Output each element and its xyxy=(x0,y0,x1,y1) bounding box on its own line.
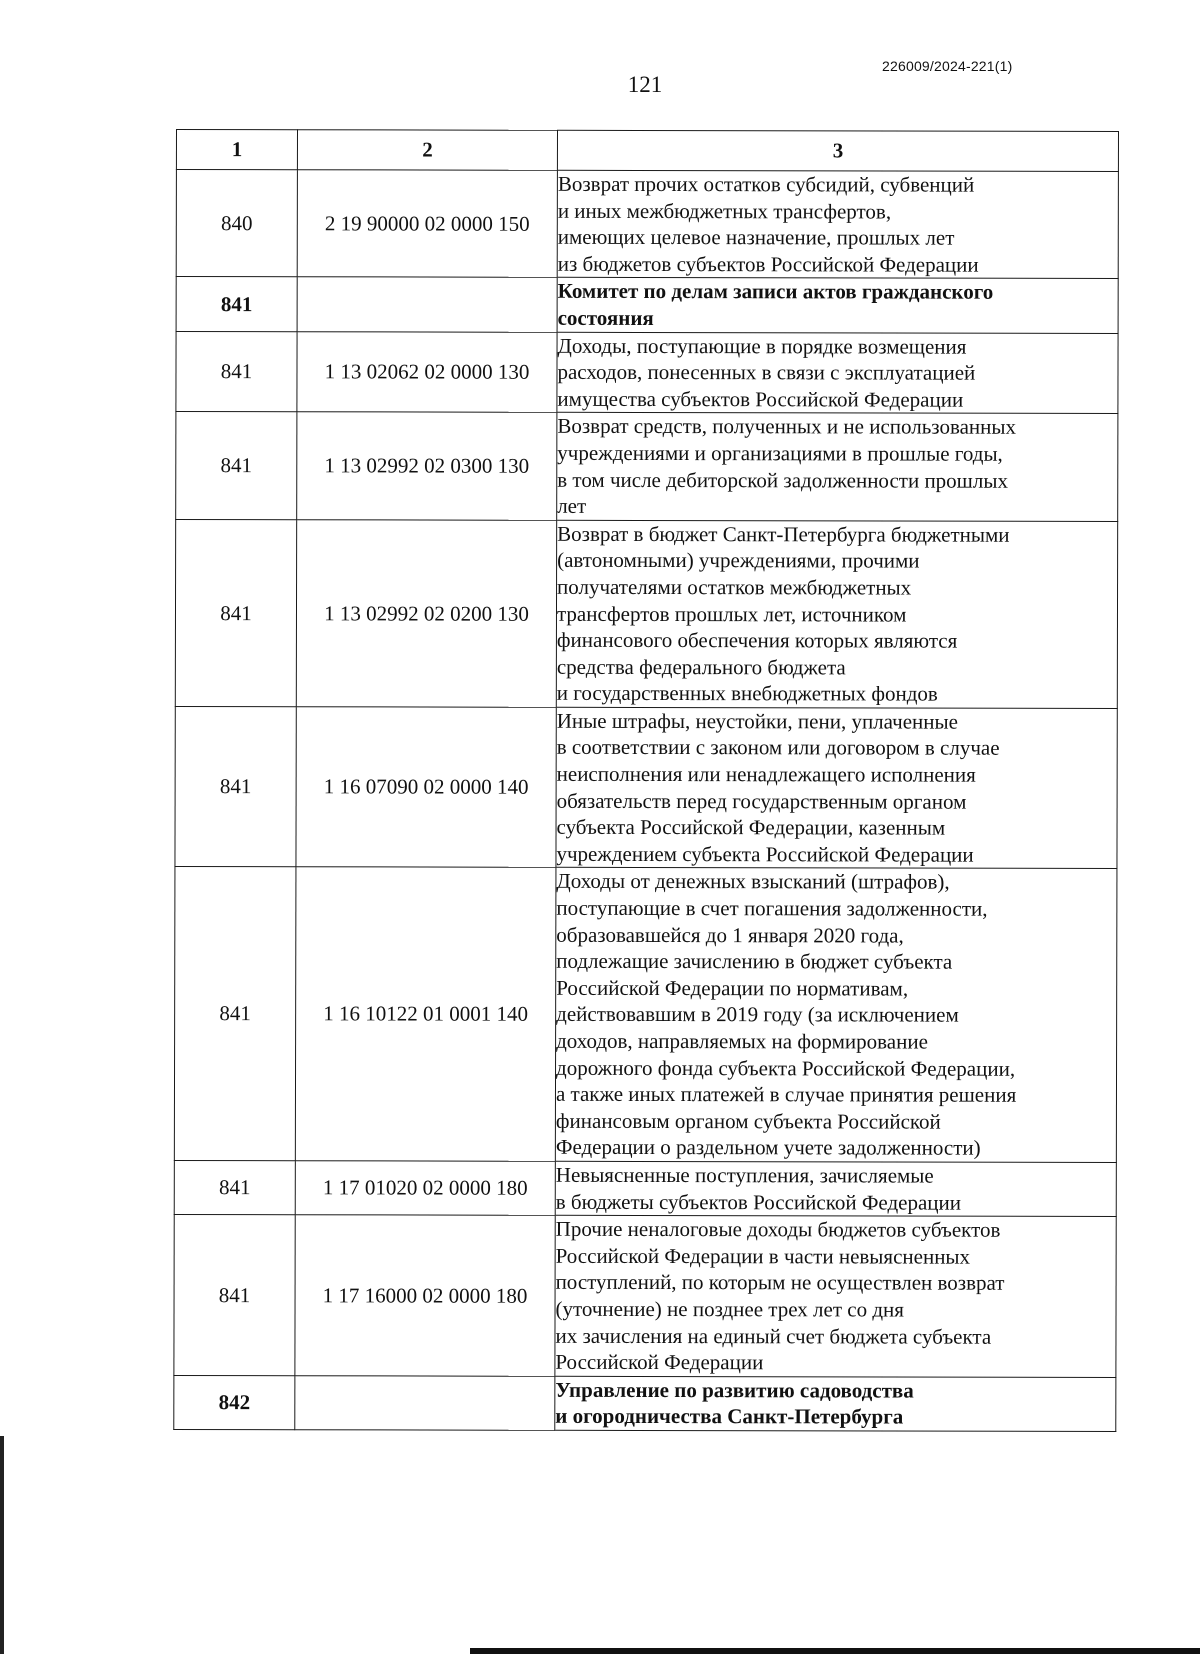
description-cell xyxy=(556,520,1117,708)
budget-classification-code-cell: 1 16 10122 01 0001 140 xyxy=(295,867,556,1161)
admin-code-cell: 841 xyxy=(174,867,296,1161)
description-line: Федерации о раздельном учете задолженности) xyxy=(555,1135,981,1161)
budget-classification-code-cell: 1 17 01020 02 0000 180 xyxy=(295,1161,555,1216)
table-header xyxy=(176,130,1118,172)
description-line: Прочие неналоговые доходы бюджетов субъектов xyxy=(555,1216,1001,1242)
description-line: финансовым органом субъекта Российской xyxy=(555,1108,941,1134)
description-line: в соответствии с законом или договором в случае xyxy=(556,735,1000,761)
description-line: обязательств перед государственным органом xyxy=(556,788,967,814)
description-line: Возврат средств, полученных и не использованных xyxy=(557,414,1017,440)
table-row xyxy=(174,1375,1116,1431)
column-header-2: 2 xyxy=(297,130,557,171)
description-line: Комитет по делам записи актов гражданского xyxy=(557,279,994,305)
table-row xyxy=(174,1160,1116,1216)
description-line: в том числе дебиторской задолженности прошлых xyxy=(557,467,1008,493)
description-cell xyxy=(557,170,1118,279)
admin-code-cell: 842 xyxy=(174,1375,295,1429)
admin-code-cell: 841 xyxy=(176,331,297,412)
table-body xyxy=(174,170,1119,1432)
description-line: субъекта Российской Федерации, казенным xyxy=(556,815,946,840)
scan-edge-bottom xyxy=(470,1648,1200,1654)
admin-code-cell: 841 xyxy=(174,1215,295,1376)
description-line: а также иных платежей в случае принятия решения xyxy=(555,1081,1017,1107)
table-row xyxy=(176,277,1118,333)
description-line: дорожного фонда субъекта Российской Федерации, xyxy=(556,1055,1016,1081)
description-line: Российской Федерации xyxy=(555,1349,764,1375)
description-line: (уточнение) не позднее трех лет со дня xyxy=(555,1296,904,1322)
admin-code-cell: 841 xyxy=(174,1160,295,1214)
description-line: образовавшейся до 1 января 2020 года, xyxy=(556,922,904,948)
description-line: и огородничества Санкт-Петербурга xyxy=(555,1404,904,1429)
description-line: Управление по развитию садоводства xyxy=(555,1377,914,1403)
description-line: лет xyxy=(557,493,587,518)
table-row xyxy=(175,519,1117,708)
admin-code-cell: 841 xyxy=(176,277,297,331)
budget-classification-code-cell xyxy=(297,277,557,332)
revenue-codes-table xyxy=(173,129,1119,1432)
budget-classification-code-cell: 1 13 02062 02 0000 130 xyxy=(297,331,557,412)
description-line: Возврат в бюджет Санкт-Петербурга бюджетными xyxy=(557,521,1010,547)
admin-code-cell: 841 xyxy=(175,706,296,867)
table-row xyxy=(174,867,1117,1163)
admin-code-cell: 840 xyxy=(176,170,297,278)
budget-classification-code-cell: 1 17 16000 02 0000 180 xyxy=(295,1215,555,1376)
table-row xyxy=(176,170,1118,279)
column-header-1: 1 xyxy=(176,130,297,170)
description-line: Возврат прочих остатков субсидий, субвенций xyxy=(557,171,975,197)
admin-code-cell: 841 xyxy=(176,412,297,520)
budget-classification-code-cell xyxy=(295,1375,555,1430)
description-cell xyxy=(557,332,1118,414)
budget-classification-code-cell: 1 13 02992 02 0300 130 xyxy=(297,412,557,520)
description-cell xyxy=(555,1215,1116,1377)
description-line: действовавшим в 2019 году (за исключением xyxy=(556,1002,959,1028)
description-line: неисполнения или ненадлежащего исполнения xyxy=(556,761,976,787)
description-line: Доходы, поступающие в порядке возмещения xyxy=(557,333,967,359)
description-line: поступлений, по которым не осуществлен возврат xyxy=(555,1270,1005,1296)
budget-classification-code-cell: 1 16 07090 02 0000 140 xyxy=(296,707,556,868)
table-row xyxy=(176,331,1118,414)
description-line: их зачисления на единый счет бюджета субъекта xyxy=(555,1323,992,1349)
page-number: 121 xyxy=(627,72,663,97)
description-line: средства федерального бюджета xyxy=(556,654,846,680)
description-line: получателями остатков межбюджетных xyxy=(557,574,912,600)
scan-edge-left xyxy=(0,1436,4,1654)
description-line: поступающие в счет погашения задолженности, xyxy=(556,895,988,921)
document-registration-number: 226009/2024-221(1) xyxy=(882,58,1013,74)
description-line: Иные штрафы, неустойки, пени, уплаченные xyxy=(556,708,958,734)
table-row xyxy=(175,706,1117,869)
description-line: в бюджеты субъектов Российской Федерации xyxy=(555,1189,962,1215)
table-header-row xyxy=(176,130,1118,172)
table-row xyxy=(174,1215,1116,1378)
admin-code-cell: 841 xyxy=(175,519,296,706)
description-line: доходов, направляемых на формирование xyxy=(556,1028,928,1054)
description-line: и иных межбюджетных трансфертов, xyxy=(557,198,892,224)
description-line: учреждениями и организациями в прошлые годы, xyxy=(557,440,1003,466)
description-cell xyxy=(555,1376,1116,1431)
description-cell xyxy=(556,707,1117,869)
description-line: имеющих целевое назначение, прошлых лет xyxy=(557,224,955,250)
budget-classification-code-cell: 2 19 90000 02 0000 150 xyxy=(297,170,557,278)
description-cell xyxy=(557,278,1118,333)
description-cell xyxy=(557,413,1118,522)
description-line: имущества субъектов Российской Федерации xyxy=(557,386,964,412)
description-line: и государственных внебюджетных фондов xyxy=(556,681,938,706)
description-line: Невыясненные поступления, зачисляемые xyxy=(555,1162,934,1188)
description-line: трансфертов прошлых лет, источником xyxy=(556,601,907,627)
description-line: Доходы от денежных взысканий (штрафов), xyxy=(556,869,950,895)
description-line: состояния xyxy=(557,305,654,330)
description-line: (автономными) учреждениями, прочими xyxy=(557,548,920,573)
description-cell xyxy=(555,868,1117,1163)
description-line: Российской Федерации в части невыясненных xyxy=(555,1243,971,1269)
description-line: расходов, понесенных в связи с эксплуатацией xyxy=(557,359,976,385)
table-row xyxy=(176,412,1118,521)
description-line: подлежащие зачислению в бюджет субъекта xyxy=(556,949,953,974)
description-line: учреждением субъекта Российской Федерации xyxy=(556,841,974,867)
description-line: финансового обеспечения которых являются xyxy=(556,627,958,653)
description-cell xyxy=(555,1161,1116,1216)
description-line: Российской Федерации по нормативам, xyxy=(556,975,909,1001)
description-line: из бюджетов субъектов Российской Федерации xyxy=(557,251,979,277)
column-header-3: 3 xyxy=(557,130,1118,171)
budget-classification-code-cell: 1 13 02992 02 0200 130 xyxy=(296,519,556,707)
